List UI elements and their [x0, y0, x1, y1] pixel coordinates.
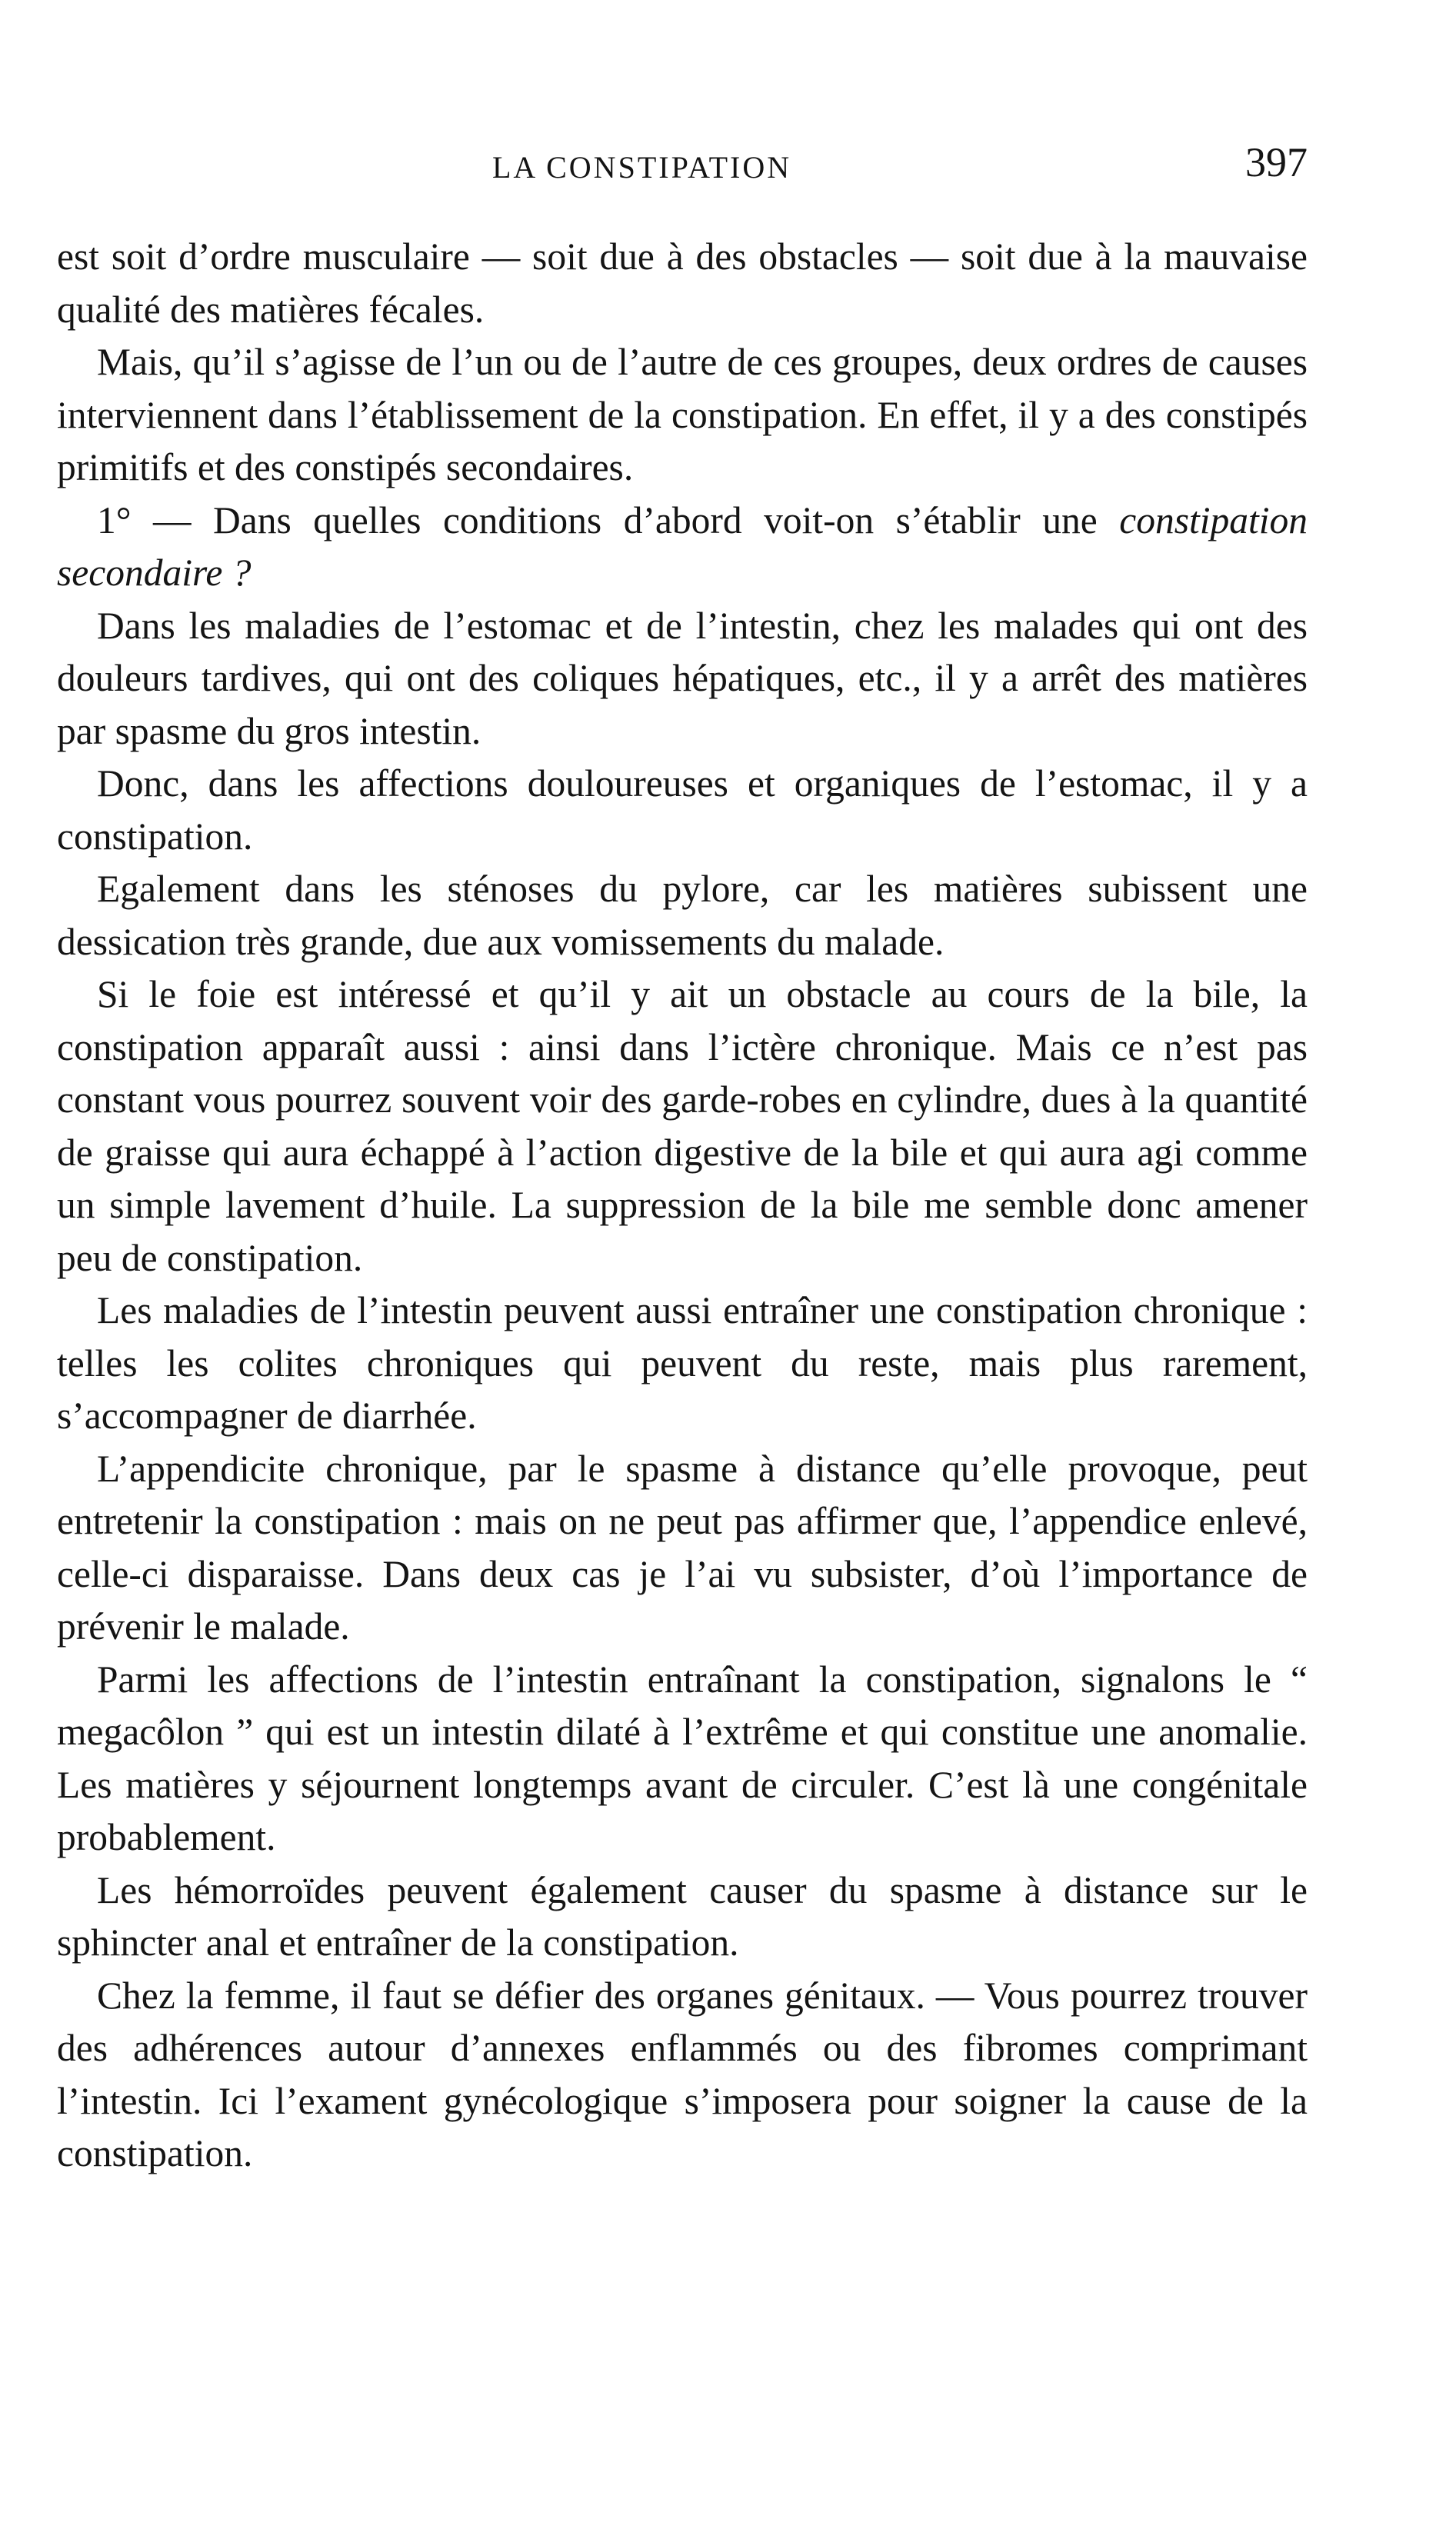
page-number: 397	[1245, 139, 1308, 185]
paragraph: Mais, qu’il s’agisse de l’un ou de l’autre de ces groupes, deux ordres de causes interviennent dans l’établissement de la constipation. En effet, il y a des constipés primitifs et des constipés secondaires.	[57, 341, 1308, 488]
paragraph: Les hémorroïdes peuvent également causer du spasme à distance sur le sphincter anal et entraîner de la constipation.	[57, 1868, 1308, 1964]
paragraph: Les maladies de l’intestin peuvent aussi entraîner une constipation chronique : telles les colites chroniques qui peuvent du reste, mais plus rarement, s’accompagner de diarrhée.	[57, 1289, 1308, 1437]
paragraph: Dans les maladies de l’estomac et de l’intestin, chez les malades qui ont des douleurs tardives, qui ont des coliques hépatiques, etc., il y a arrêt des matières par spasme du gros intestin.	[57, 604, 1308, 752]
paragraph: Donc, dans les affections douloureuses et organiques de l’estomac, il y a constipation.	[57, 762, 1308, 858]
paragraph: Chez la femme, il faut se défier des organes génitaux. — Vous pourrez trouver des adhérences autour d’annexes enflammés ou des fibromes comprimant l’intestin. Ici l’exament gynécologique s’imposera pour soigner la cause de la constipation.	[57, 1974, 1308, 2174]
italic-phrase: constipation secondaire ?	[57, 498, 1308, 594]
running-title: LA CONSTIPATION	[492, 150, 792, 185]
paragraph	[57, 495, 1308, 600]
running-head	[492, 138, 1308, 192]
paragraph: Egalement dans les sténoses du pylore, car les matières subissent une dessication très grande, due aux vomissements du malade.	[57, 868, 1308, 963]
paragraph: L’appendicite chronique, par le spasme à distance qu’elle provoque, peut entretenir la constipation : mais on ne peut pas affirmer que, l’appendice enlevé, celle-ci disparaisse. Dans deux cas je l’ai vu subsister, d’où l’importance de prévenir le malade.	[57, 1447, 1308, 1648]
paragraph: Parmi les affections de l’intestin entraînant la constipation, signalons le “ megacôlon ” qui est un intestin dilaté à l’extrême et qui constitue une anomalie. Les matières y séjournent longtemps avant de circuler. C’est là une congénitale probablement.	[57, 1658, 1308, 1858]
paragraph-text: 1° — Dans quelles conditions d’abord voit-on s’établir une	[97, 498, 1120, 541]
body-text	[57, 231, 1308, 2181]
paragraph: est soit d’ordre musculaire — soit due à des obstacles — soit due à la mauvaise qualité des matières fécales.	[57, 235, 1308, 331]
paragraph: Si le foie est intéressé et qu’il y ait un obstacle au cours de la bile, la constipation apparaît aussi : ainsi dans l’ictère chronique. Mais ce n’est pas constant vous pourrez souvent voir des garde-robes en cylindre, dues à la quantité de graisse qui aura échappé à l’action digestive de la bile et qui aura agi comme un simple lavement d’huile. La suppression de la bile me semble donc amener peu de constipation.	[57, 973, 1308, 1279]
